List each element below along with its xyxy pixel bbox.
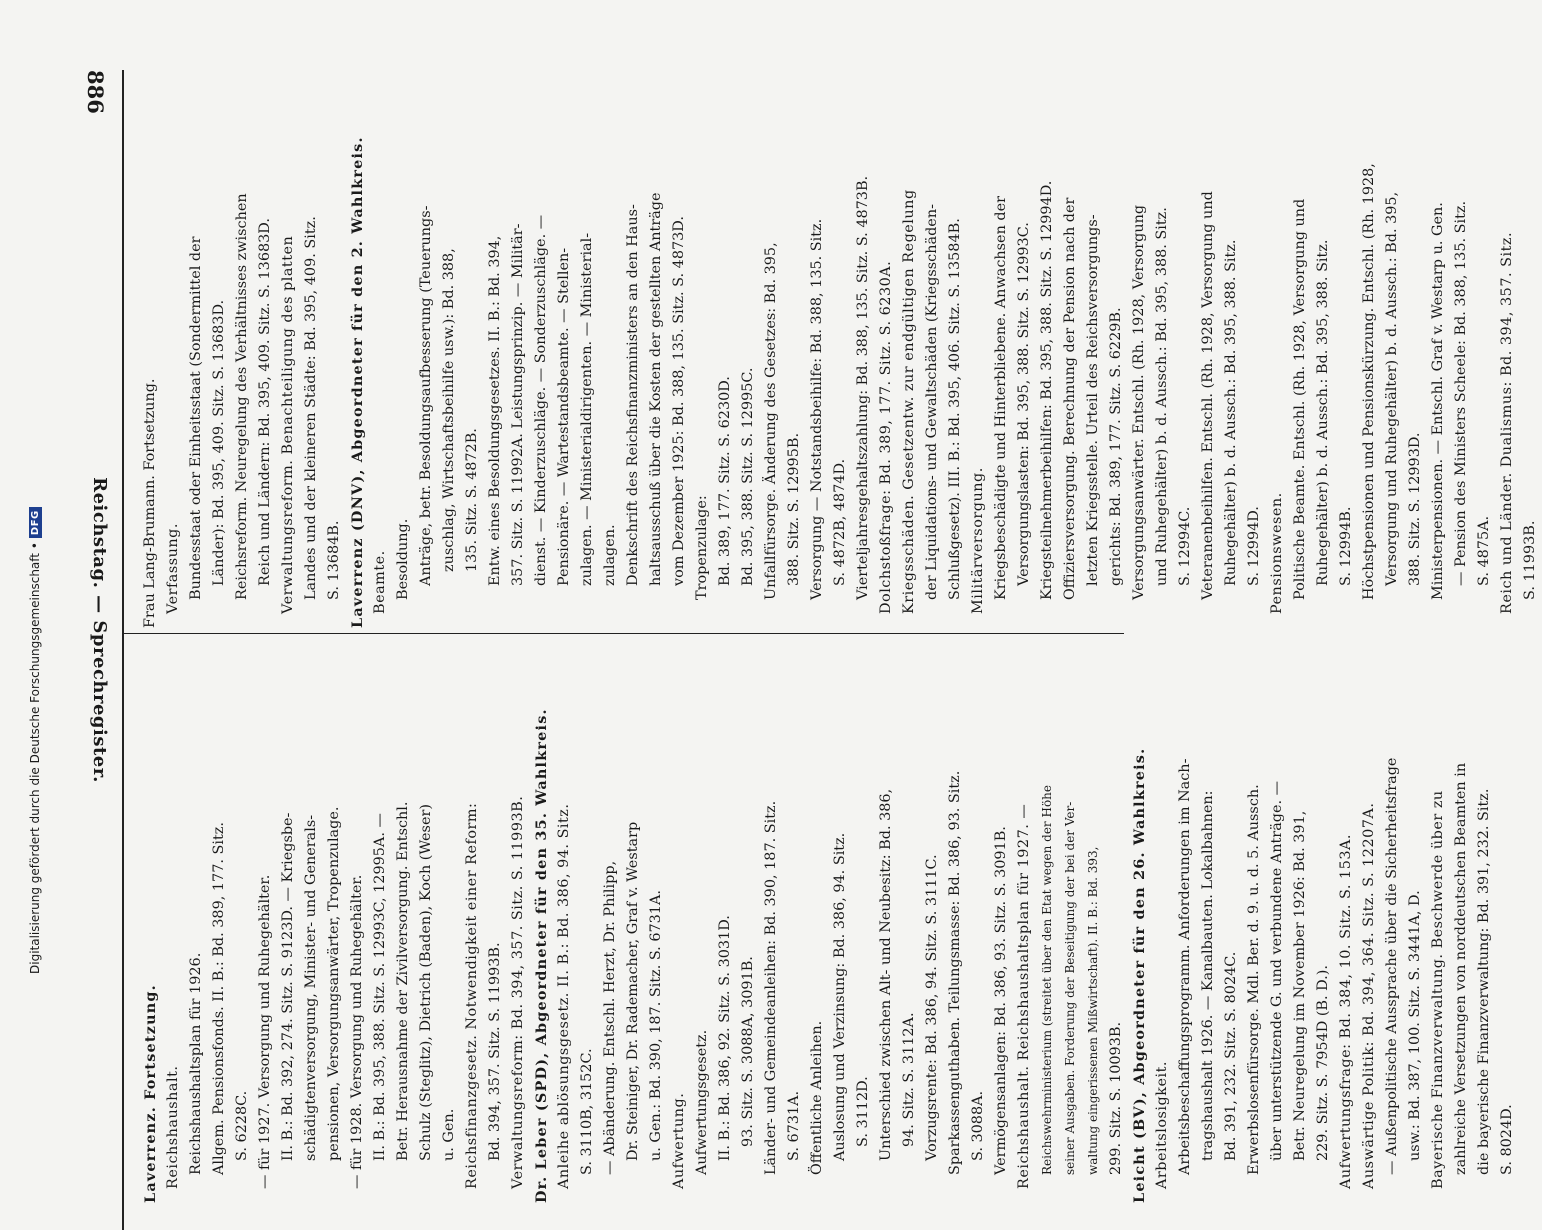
right-column-entry: Dr. Steiniger, Dr. Rademacher, Graf v. Westarp [625, 821, 641, 1161]
left-column-entry: Politische Beamte. Entschl. (Rh. 1928, Versorgung und [1292, 198, 1308, 600]
right-column-entry: Reichswehrministerium (streitet über den Etat wegen der Höhe [1040, 785, 1054, 1175]
right-column [139, 643, 1515, 1203]
left-column-entry: und Ruhegehälter) b. d. Aussch.: Bd. 395, 388. Sitz. [1154, 207, 1170, 586]
left-column-entry: 388. Sitz. S. 12995B. [786, 432, 802, 586]
right-column-entry: zahlreiche Versetzungen von norddeutschen Beamten in [1453, 762, 1469, 1175]
right-column-entry: Arbeitslosigkeit. [1154, 1061, 1170, 1189]
left-column-entry: Entw. eines Besoldungsgesetzes. II. B.: Bd. 394, [487, 235, 503, 586]
left-column-entry: Bd. 389, 177. Sitz. S. 6230D. [717, 376, 733, 586]
column-divider [124, 633, 1124, 634]
left-column-entry: S. 11993B. [1522, 520, 1538, 600]
left-column-entry: Verfassung. [165, 523, 181, 614]
digitization-note [24, 274, 46, 974]
left-column-entry: Versorgungslasten: Bd. 395, 388. Sitz. S. 12993C. [1016, 222, 1032, 586]
left-column-entry: haltsausschuß über die Kosten der gestellten Anträge [648, 192, 664, 586]
left-column-entry: Versorgung — Notstandsbeihilfe: Bd. 388, 135. Sitz. [809, 218, 825, 600]
left-column-entry: — Pension des Ministers Scheele: Bd. 388, 135. Sitz. [1453, 200, 1469, 586]
left-column-entry: Dolchstoßfrage: Bd. 389, 177. Sitz. S. 6230A. [878, 260, 894, 614]
left-column-entry: zulagen. — Ministerialdirigenten. — Ministerial- [579, 232, 595, 586]
right-column-entry: Reichshaushalt. Reichshaushaltsplan für 1927. — [1016, 803, 1032, 1189]
right-column-entry: Vermögensanlagen: Bd. 386, 93. Sitz. S. 3091B. [993, 826, 1009, 1175]
right-column-entry: Auslosung und Verzinsung: Bd. 386, 94. Sitz. [832, 832, 848, 1161]
left-column-entry: S. 4875A. [1476, 515, 1492, 586]
left-column-entry: S. 13684B. [326, 520, 342, 600]
right-column-entry: S. 8024D. [1499, 1104, 1515, 1175]
left-column-entry: Kriegsbeschädigte und Hinterbliebene. Anwachsen der [993, 195, 1009, 600]
left-column-entry: Beamte. [372, 550, 388, 614]
right-column-entry: — für 1928. Versorgung und Ruhegehälter. [349, 874, 365, 1189]
left-column-entry: Länder): Bd. 395, 409. Sitz. S. 13683D. [211, 299, 227, 586]
left-column-entry: der Liquidations- und Gewaltschäden (Kriegsschäden- [924, 204, 940, 600]
dfg-logo: DFG [29, 507, 42, 538]
right-column-entry: II. B.: Bd. 392, 274. Sitz. S. 9123D. — Kriegsbe- [280, 812, 296, 1161]
right-column-entry: 299. Sitz. S. 10093B. [1108, 1021, 1124, 1175]
right-column-entry: Öffentliche Anleihen. [809, 1020, 825, 1175]
left-column-entry: 357. Sitz. S. 11992A. Leistungsprinzip. — Militär- [510, 223, 526, 586]
right-column-entry: Aufwertungsfrage: Bd. 384, 10. Sitz. S. 153A. [1338, 834, 1354, 1189]
right-column-entry: Auswärtige Politik: Bd. 394, 364. Sitz. S. 12207A. [1361, 802, 1377, 1189]
right-column-entry: Aufwertung. [671, 1092, 687, 1189]
left-column-entry: Schlußgesetz). III. B.: Bd. 395, 406. Sitz. S. 13584B. [947, 218, 963, 600]
left-column-entry: Kriegsteilnehmerbeihilfen: Bd. 395, 388. Sitz. S. 12994D. [1039, 180, 1055, 600]
left-column-entry: S. 4872B, 4874D. [832, 458, 848, 586]
right-column-entry: 229. Sitz. S. 7954D (B. D.). [1315, 965, 1331, 1161]
right-column-entry: Aufwertungsgesetz. [694, 1029, 710, 1175]
right-column-entry: — Abänderung. Entschl. Herzt, Dr. Philipp, [602, 860, 618, 1175]
right-column-entry: Anleihe ablösungsgesetz. II. B.: Bd. 386, 94. Sitz. [556, 803, 572, 1189]
right-column-entry: Sparkassenguthaben. Teilungsmasse: Bd. 386, 93. Sitz. [947, 770, 963, 1175]
left-column-entry: Unfallfürsorge. Änderung des Gesetzes: Bd. 395, [763, 242, 779, 600]
right-column-entry: 93. Sitz. S. 3088A, 3091B. [740, 956, 756, 1147]
right-column-entry: waltung eingerissenen Mißwirtschaft). II. B.: Bd. 393, [1086, 846, 1100, 1175]
left-column-entry: zuschlag, Wirtschaftsbeihilfe usw.): Bd. 388, [441, 248, 457, 572]
right-column-entry: Arbeitsbeschaffungsprogramm. Anforderungen im Nach- [1177, 758, 1193, 1175]
left-column-entry: Veteranenbeihilfen. Entschl. (Rh. 1928, Versorgung und [1200, 191, 1216, 600]
left-column-entry: Offiziersversorgung. Berechnung der Pension nach der [1062, 197, 1078, 600]
left-column-entry: Bd. 395, 388. Sitz. S. 12995C. [740, 367, 756, 586]
left-column-entry: Pensionswesen. [1269, 492, 1285, 614]
right-column-entry: Betr. Neuregelung im November 1926: Bd. 391, [1292, 810, 1308, 1161]
left-column-entry: Landes und der kleineren Städte: Bd. 395, 409. Sitz. [303, 216, 319, 600]
right-column-entry: 94. Sitz. S. 3112A. [901, 1012, 917, 1147]
header-rule [122, 70, 124, 1230]
left-column-entry: 135. Sitz. S. 4872B. [464, 428, 480, 572]
left-column-entry: Reichsreform. Neuregelung des Verhältnisses zwischen [234, 193, 250, 600]
right-column-entry: Bayerische Finanzverwaltung. Beschwerde über zu [1430, 790, 1446, 1189]
right-column-entry: — für 1927. Versorgung und Ruhegehälter. [257, 874, 273, 1189]
right-column-entry: S. 3112D. [855, 1076, 871, 1147]
right-column-entry: Reichsfinanzgesetz. Notwendigkeit einer Reform: [464, 802, 480, 1189]
left-column-entry: vom Dezember 1925: Bd. 388, 135. Sitz. S. 4873D. [671, 216, 687, 586]
left-column-entry: Bundesstaat oder Einheitsstaat (Sondermittel der [188, 236, 204, 600]
right-column-entry: Reichshaushalt. [165, 1065, 181, 1189]
left-column-entry: S. 12994C. [1177, 506, 1193, 586]
right-column-entry: S. 3110B, 3152C. [579, 1048, 595, 1175]
left-column [139, 68, 1538, 628]
left-column-entry: Versorgungsanwärter. Entschl. (Rh. 1928, Versorgung [1131, 204, 1147, 600]
left-column-entry: Höchstpensionen und Pensionskürzung. Entschl. (Rh. 1928, [1361, 163, 1377, 600]
left-column-entry: letzten Kriegsstelle. Urteil des Reichsversorgungs- [1085, 214, 1101, 586]
right-column-entry: schädigtenversorgung, Minister- und Generals- [303, 814, 319, 1161]
right-column-entry: Erwerbslosenfürsorge. Mdl. Ber. d. 9. u. d. 5. Aussch. [1246, 784, 1262, 1175]
right-column-entry: Verwaltungsreform: Bd. 394, 357. Sitz. S. 11993B. [510, 795, 526, 1189]
right-column-entry: u. Gen. [441, 1108, 457, 1161]
right-column-entry: II. B.: Bd. 395, 388. Sitz. S. 12993C, 12995A. — [372, 813, 388, 1161]
page-number: 886 [83, 70, 108, 114]
right-column-entry: Bd. 391, 232. Sitz. S. 8024C. [1223, 951, 1239, 1161]
left-column-entry: Pensionäre. — Wartestandsbeamte. — Stellen- [556, 247, 572, 586]
right-column-entry: seiner Ausgaben. Forderung der Beseitigung der bei der Ver- [1063, 801, 1077, 1175]
left-column-entry: Kriegsschäden. Gesetzentw. zur endgültigen Regelung [901, 189, 917, 614]
right-column-entry: Unterschied zwischen Alt- und Neubesitz: Bd. 386, [878, 788, 894, 1161]
left-column-entry: Ruhegehälter) b. d. Aussch.: Bd. 395, 388. Sitz. [1315, 239, 1331, 586]
left-column-entry: Verwaltungsreform. Benachteiligung des platten [280, 235, 296, 614]
left-column-entry: Ministerpensionen. — Entschl. Graf v. Westarp u. Gen. [1430, 202, 1446, 600]
right-column-entry: pensionen, Versorgungsanwärter, Tropenzulage. [326, 806, 342, 1161]
right-column-entry: die bayerische Finanzverwaltung: Bd. 391, 232. Sitz. [1476, 788, 1492, 1175]
left-column-entry: zulagen. [602, 524, 618, 586]
right-column-entry: Reichshaushaltsplan für 1926. [188, 952, 204, 1175]
right-column-entry: Laverrenz. Fortsetzung. [142, 984, 159, 1203]
left-column-entry: Versorgung und Ruhegehälter) b. d. Aussch.: Bd. 395, [1384, 191, 1400, 586]
left-column-entry: Militärversorgung. [970, 467, 986, 614]
right-column-entry: Betr. Herausnahme der Zivilversorgung. Entschl. [395, 801, 411, 1161]
left-column-entry: Laverrenz (DNV), Abgeordneter für den 2. Wahlkreis. [349, 136, 366, 628]
right-column-entry: Schulz (Steglitz), Dietrich (Baden), Koch (Weser) [418, 804, 434, 1161]
right-column-entry: II. B.: Bd. 386, 92. Sitz. S. 3031D. [717, 915, 733, 1161]
right-column-entry: Dr. Leber (SPD), Abgeordneter für den 35. Wahlkreis. [533, 708, 550, 1203]
right-column-entry: u. Gen.: Bd. 390, 187. Sitz. S. 6731A. [648, 890, 664, 1161]
left-column-entry: Reich und Ländern: Bd. 395, 409. Sitz. S. 13683D. [257, 218, 273, 586]
right-column-entry: über unterstützende G. und verbundene Anträge. — [1269, 780, 1285, 1161]
left-column-entry: 388. Sitz. S. 12993D. [1407, 432, 1423, 586]
left-column-entry: Reich und Länder. Dualismus: Bd. 394, 357. Sitz. [1499, 231, 1515, 614]
running-head: Reichstag. — Sprechregister. [89, 477, 110, 783]
left-column-entry: S. 12994D. [1246, 506, 1262, 586]
left-column-entry: Vierteljahresgehaltszahlung: Bd. 388, 135. Sitz. S. 4873B. [855, 175, 871, 600]
digitization-note-text: Digitalisierung gefördert durch die Deutsche Forschungsgemeinschaft • [28, 542, 42, 974]
right-column-entry: Bd. 394, 357. Sitz. S. 11993B. [487, 942, 503, 1161]
left-column-entry: Frau Lang-Brumann. Fortsetzung. [142, 378, 158, 628]
left-column-entry: Ruhegehälter) b. d. Aussch.: Bd. 395, 388. Sitz. [1223, 239, 1239, 586]
left-column-entry: S. 12994B. [1338, 506, 1354, 586]
right-column-entry: Vorzugsrente: Bd. 386, 94. Sitz. S. 3111C. [924, 854, 940, 1161]
left-column-entry: gerichts: Bd. 389, 177. Sitz. S. 6229B. [1108, 307, 1124, 586]
right-column-entry: tragshaushalt 1926. — Kanalbauten. Lokalbahnen: [1200, 790, 1216, 1161]
right-column-entry: S. 6731A. [786, 1090, 802, 1161]
right-column-entry: Leicht (BV), Abgeordneter für den 26. Wahlkreis. [1131, 747, 1148, 1203]
right-column-entry: S. 3088A. [970, 1090, 986, 1161]
right-column-entry: S. 6228C. [234, 1090, 250, 1161]
right-column-entry: Allgem. Pensionsfonds. II. B.: Bd. 389, 177. Sitz. [211, 822, 227, 1175]
left-column-entry: Denkschrift des Reichsfinanzministers an den Haus- [625, 204, 641, 586]
left-column-entry: dienst. — Kinderzuschläge. — Sonderzuschläge. — [533, 214, 549, 586]
left-column-entry: Anträge, betr. Besoldungsaufbesserung (Teuerungs- [418, 205, 434, 586]
right-column-entry: — Außenpolitische Aussprache über die Sicherheitsfrage [1384, 757, 1400, 1175]
left-column-entry: Besoldung. [395, 518, 411, 600]
right-column-entry: Länder- und Gemeindeanleihen: Bd. 390, 187. Sitz. [763, 800, 779, 1175]
left-column-entry: Tropenzulage: [694, 495, 710, 600]
right-column-entry: usw.: Bd. 387, 100. Sitz. S. 3441A, D. [1407, 890, 1423, 1161]
